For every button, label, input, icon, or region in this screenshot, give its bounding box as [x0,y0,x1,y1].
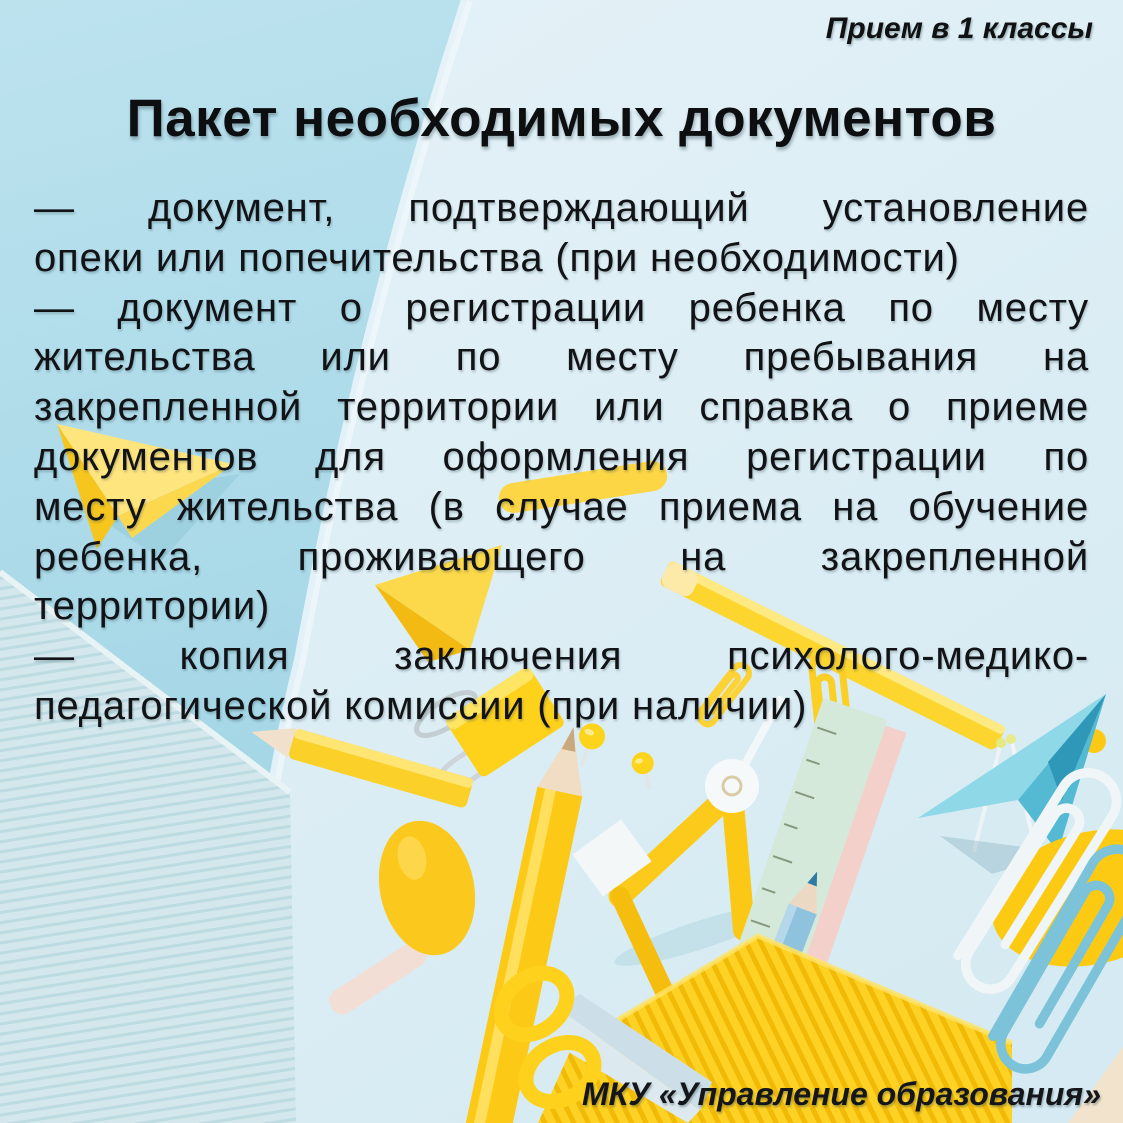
body-line: — документ о регистрации ребенка по месту [34,285,1089,330]
page-title: Пакет необходимых документов [126,89,997,148]
body-line: документов для оформления регистрации по [34,434,1089,479]
body-line: — документ, подтверждающий установление [34,186,1089,230]
body-line: опеки или попечительства (при необходимости) [34,235,960,280]
body-line: территории) [34,584,271,629]
body-line: педагогической комиссии (при наличии) [34,683,808,728]
body-line: закрепленной территории или справка о приеме [34,385,1089,430]
body-line: месту жительства (в случае приема на обучение [34,484,1089,529]
footer-label: МКУ «Управление образования» [582,1076,1101,1112]
document-list [34,184,1089,732]
body-line: ребенка, проживающего на закрепленной [34,534,1089,579]
body-line: — копия заключения психолого-медико- [34,634,1089,679]
header-label: Прием в 1 классы [825,12,1093,45]
body-line: жительства или по месту пребывания на [34,335,1089,380]
